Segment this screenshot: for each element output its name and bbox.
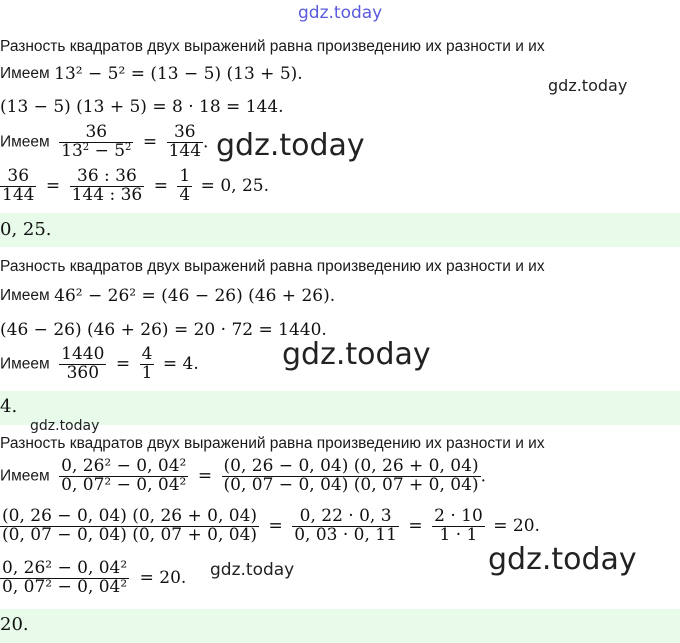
block1-line1 [0, 64, 303, 84]
frac-numerator: (0, 26 − 0, 04) (0, 26 + 0, 04) [223, 456, 479, 476]
block3-line1 [0, 458, 486, 495]
watermark-2: gdz.today [216, 128, 365, 163]
frac-numerator: 0, 26² − 0, 04² [61, 456, 187, 476]
imeem-label: Имеем [0, 133, 50, 151]
frac-denominator: (0, 07 − 0, 04) (0, 07 + 0, 04) [223, 474, 479, 495]
answer-1: 0, 25. [0, 219, 52, 240]
equals-sign: = [142, 132, 158, 153]
frac-denominator: (0, 07 − 0, 04) (0, 07 + 0, 04) [2, 524, 258, 545]
block3-line2 [0, 508, 540, 545]
block2-line2: (46 − 26) (46 + 26) = 20 · 72 = 1440. [0, 320, 327, 340]
frac-denominator: 144 : 36 [71, 184, 143, 205]
answer-band-1 [0, 213, 680, 247]
frac-denominator: 0, 03 · 0, 11 [294, 524, 397, 545]
frac-numerator: 36 [167, 124, 203, 143]
block2-identity: 46² − 26² = (46 − 26) (46 + 26). [54, 286, 336, 306]
intro-text-3: Разность квадратов двух выражений равна произведению их разности и их [0, 435, 545, 452]
equals-sign: = [153, 176, 168, 197]
equals-sign: = [197, 466, 213, 487]
block2-frac2 [140, 346, 155, 383]
frac-numerator: 0, 26² − 0, 04² [2, 558, 128, 578]
frac-denominator: 144 [168, 140, 202, 161]
frac-denominator: 1 [141, 362, 153, 383]
answer-3: 20. [0, 614, 29, 635]
answer-band-2 [0, 391, 680, 425]
block2-line1 [0, 286, 335, 306]
watermark-top: gdz.today [298, 3, 383, 23]
imeem-label: Имеем [0, 65, 50, 82]
den-base: 13 [61, 140, 83, 161]
frac-numerator: 1440 [61, 344, 105, 364]
den-exp: 2 [82, 141, 90, 153]
watermark-6: gdz.today [210, 560, 295, 580]
intro-text-2: Разность квадратов двух выражений равна произведению их разности и их [0, 258, 545, 275]
equals-sign: = [45, 176, 61, 197]
block1-identity: 13² − 5² = (13 − 5) (13 + 5). [54, 64, 303, 84]
block1-simplify-line [0, 168, 269, 205]
imeem-label: Имеем [0, 355, 50, 373]
frac-denominator: 1 · 1 [439, 524, 478, 545]
frac-denominator: 4 [179, 184, 191, 205]
frac-denominator: 360 [66, 362, 100, 383]
block3-frac5 [432, 508, 485, 545]
watermark-5: gdz.today [488, 542, 637, 577]
frac-denominator: 0, 07² − 0, 04² [61, 474, 187, 495]
block2-fraction-line [0, 346, 199, 383]
block3-frac2 [222, 458, 481, 495]
block3-result-1: = 20. [493, 516, 540, 537]
imeem-label: Имеем [0, 467, 50, 485]
block1-fraction-line [0, 124, 208, 161]
block1-frac1 [59, 124, 133, 161]
imeem-label: Имеем [0, 287, 50, 304]
period: . [480, 466, 486, 487]
block1-frac-c [177, 168, 192, 205]
equals-sign: = [268, 516, 283, 537]
block1-frac-a [0, 168, 36, 205]
block1-result: = 0, 25. [200, 176, 269, 197]
watermark-3: gdz.today [282, 337, 431, 372]
block3-result-2: = 20. [139, 568, 187, 589]
block1-frac-b [70, 168, 145, 205]
frac-numerator: 2 · 10 [434, 506, 483, 526]
equals-sign: = [115, 354, 131, 375]
watermark-1: gdz.today [548, 76, 628, 95]
block3-frac4 [292, 508, 399, 545]
block3-frac6 [0, 560, 129, 597]
frac-numerator: 1 [179, 166, 191, 186]
frac-numerator: 0, 22 · 0, 3 [292, 508, 399, 527]
frac-denominator [59, 140, 133, 161]
block3-frac1 [59, 458, 188, 495]
frac-denominator: 144 [2, 184, 35, 205]
equals-sign: = [408, 516, 423, 537]
block3-line3 [0, 560, 186, 597]
frac-numerator: 4 [141, 344, 153, 364]
frac-numerator: 36 : 36 [70, 168, 145, 187]
block1-frac2 [167, 124, 203, 161]
block3-frac3 [0, 508, 259, 545]
frac-numerator: 36 [59, 124, 133, 143]
frac-denominator: 0, 07² − 0, 04² [2, 576, 128, 597]
intro-text-1: Разность квадратов двух выражений равна произведению их разности и их [0, 38, 545, 55]
block2-result: = 4. [162, 354, 199, 375]
frac-numerator: (0, 26 − 0, 04) (0, 26 + 0, 04) [2, 506, 258, 526]
answer-band-3 [0, 609, 680, 643]
block1-line2: (13 − 5) (13 + 5) = 8 · 18 = 144. [0, 97, 284, 117]
den-mid: − 5 [89, 140, 126, 161]
den-exp: 2 [125, 141, 132, 153]
frac-numerator: 36 [0, 168, 36, 187]
block2-frac1 [59, 346, 106, 383]
period: . [203, 132, 209, 153]
watermark-4: gdz.today [30, 418, 100, 434]
answer-2: 4. [0, 396, 18, 417]
